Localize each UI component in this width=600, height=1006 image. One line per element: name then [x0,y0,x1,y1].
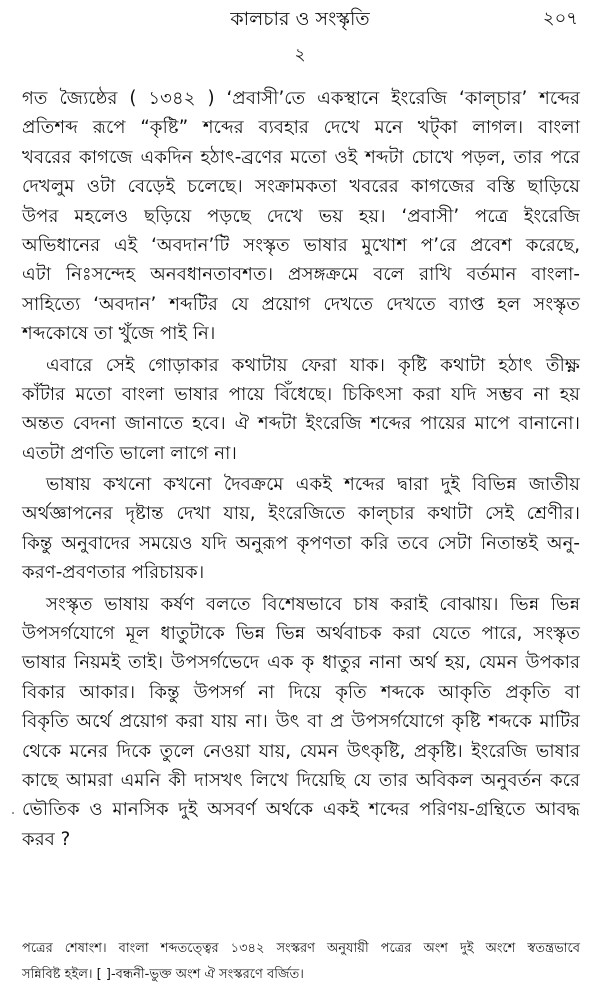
text-line: অর্থজ্ঞাপনের দৃষ্টান্ত দেখা যায়, ইংরেজিতে কাল্‌চার কথাটা সেই শ্রেণীর। [22,503,580,525]
text-line: কাঁটার মতো বাংলা ভাষার পায়ে বিঁধেছে। চিকিৎসা করা যদি সম্ভব না হয় [22,383,580,405]
text-line: এতটা প্রণতি ভালো লাগে না। [22,442,237,464]
paragraph [22,84,580,349]
text-line: কিন্তু অনুবাদের সময়েও যদি অনুরূপ কৃপণতা করি তবে সেটা নিতান্তই অনু- [22,532,580,554]
text-line: অভিধানের এই ‘অবদান’টি সংস্কৃত ভাষার মুখোশ প’রে প্রবেশ করেছে, [22,234,580,256]
running-title: কালচার ও সংস্কৃতি [230,8,370,30]
text-line: এটা নিঃসন্দেহ অনবধানতাবশত। প্রসঙ্গক্রমে বলে রাখি বর্তমান বাংলা- [22,264,580,286]
text-line: এবারে সেই গোড়াকার কথাটায় ফেরা যাক। কৃষ্টি কথাটা হঠাৎ তীক্ষ্ণ [46,354,580,376]
paragraph [22,351,580,469]
footnote [22,936,580,988]
text-line: বিকার আকার। কিন্তু উপসর্গ না দিয়ে কৃতি শব্দকে আকৃতি প্রকৃতি বা [22,681,580,703]
text-line: ভাষার নিয়মই তাই। উপসর্গভেদে এক কৃ ধাতুর নানা অর্থ হয়, যেমন উপকার [22,652,580,674]
margin-speck [12,812,14,814]
section-number: ২ [294,45,306,65]
text-line: অন্তত বেদনা জানাতে হবে। ঐ শব্দটা ইংরেজি শব্দের পায়ের মাপে বানানো। [22,413,580,435]
text-line: উপর মহলেও ছড়িয়ে পড়ছে দেখে ভয় হয়। ‘প্রবাসী’ পত্রে ইংরেজি [22,205,580,227]
text-line: করব ? [22,828,71,850]
text-line: খবরের কাগজে একদিন হঠাৎ-ব্রণের মতো ওই শব্দটা চোখে পড়ল, তার পরে [22,146,580,168]
footnote-line: পত্রের শেষাংশ। বাংলা শব্দতত্ত্বের ১৩৪২ সংস্করণ অনুযায়ী পত্রের অংশ দুই অংশে স্বতন্ত্রভাবে [22,941,580,956]
text-line: থেকে মনের দিকে তুলে নেওয়া যায়, যেমন উৎকৃষ্টি, প্রকৃষ্টি। ইংরেজি ভাষার [22,740,580,762]
text-line: বিকৃতি অর্থে প্রয়োগ করা যায় না। উৎ বা প্র উপসর্গযোগে কৃষ্টি শব্দকে মাটির [22,711,580,733]
text-line: সংস্কৃত ভাষায় কর্ষণ বলতে বিশেষভাবে চাষ করাই বোঝায়। ভিন্ন ভিন্ন [46,593,580,615]
text-line: ভাষায় কখনো কখনো দৈবক্রমে একই শব্দের দ্বারা দুই বিভিন্ন জাতীয় [46,474,580,496]
text-line: গত জ্যৈষ্ঠের ( ১৩৪২ ) ‘প্রবাসী’তে একস্থানে ইংরেজি ‘কাল্‌চার’ শব্দের [22,88,580,109]
text-line: করণ-প্রবণতার পরিচায়ক। [22,562,205,584]
text-line: সাহিত্যে ‘অবদান’ শব্দটির যে প্রয়োগ দেখতে দেখতে ব্যাপ্ত হল সংস্কৃত [22,293,580,315]
body-text [22,84,580,854]
text-line: কাছে আমরা এমনি কী দাসখৎ লিখে দিয়েছি যে তার অবিকল অনুবর্তন করে [22,769,580,791]
text-line: উপসর্গযোগে মূল ধাতুটাকে ভিন্ন ভিন্ন অর্থবাচক করা যেতে পারে, সংস্কৃত [22,623,580,645]
text-line: দেখলুম ওটা বেড়েই চলেছে। সংক্রামকতা খবরের কাগজের বস্তি ছাড়িয়ে [22,176,580,198]
text-line: প্রতিশব্দ রূপে “কৃষ্টি” শব্দের ব্যবহার দেখে মনে খট্‌কা লাগল। বাংলা [22,117,580,139]
page-number: ২০৭ [542,8,578,29]
text-line: শব্দকোষে তা খুঁজে পাই নি। [22,323,216,345]
text-line: ভৌতিক ও মানসিক দুই অসবর্ণ অর্থকে একই শব্দের পরিণয়-গ্রন্থিতে আবদ্ধ [22,799,580,821]
paragraph [22,590,580,855]
paragraph [22,470,580,588]
footnote-line: সন্নিবিষ্ট হইল। [ ]-বন্ধনী-ভুক্ত অংশ ঐ সংস্করণে বর্জিত। [22,967,304,982]
